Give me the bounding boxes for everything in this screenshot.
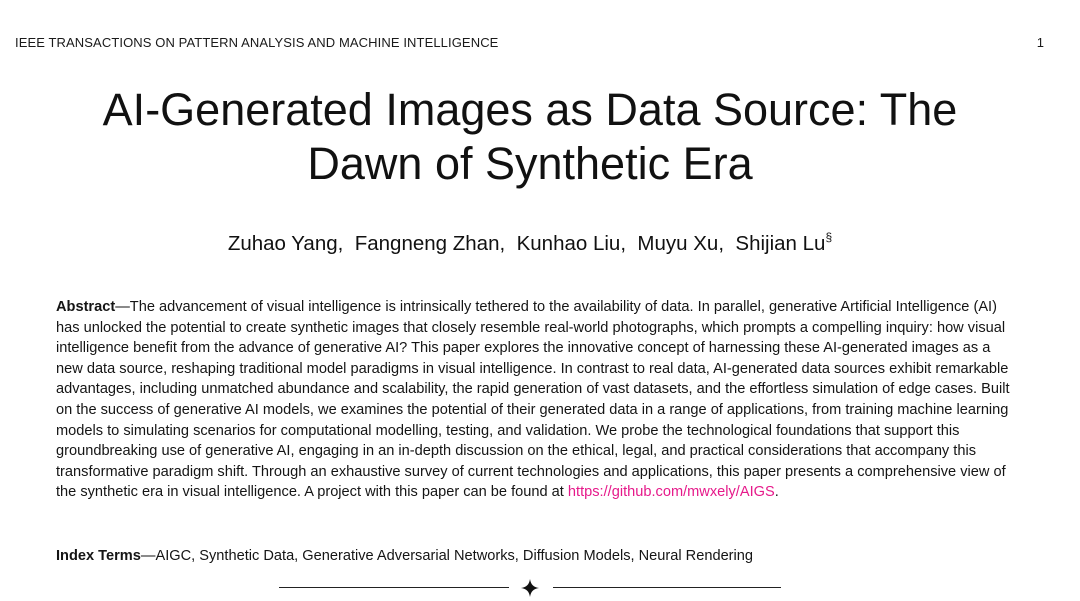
abstract-end: . xyxy=(774,484,779,501)
abstract-paragraph xyxy=(56,297,1016,503)
running-head-journal: IEEE TRANSACTIONS ON PATTERN ANALYSIS AND MACHINE INTELLIGENCE xyxy=(15,35,499,50)
paper-title xyxy=(0,83,1060,191)
divider-rule-right xyxy=(553,587,781,588)
divider-rule-left xyxy=(279,587,509,588)
author-separator: , xyxy=(718,232,736,255)
corresponding-author-mark: § xyxy=(825,230,833,244)
four-point-star-icon xyxy=(520,578,540,598)
project-link[interactable]: https://github.com/mwxely/AIGS xyxy=(567,484,775,501)
index-terms-label: Index Terms xyxy=(56,548,141,564)
paper-title-line-2: Dawn of Synthetic Era xyxy=(307,138,753,189)
author-name: Kunhao Liu xyxy=(516,232,621,255)
author-list xyxy=(0,232,1060,256)
index-terms-body: —AIGC, Synthetic Data, Generative Adversarial Networks, Diffusion Models, Neural Rendering xyxy=(140,548,754,564)
author-name: Zuhao Yang xyxy=(227,232,338,255)
author-separator: , xyxy=(620,232,638,255)
abstract-label: Abstract xyxy=(56,299,116,315)
author-separator: , xyxy=(337,232,355,255)
paper-title-line-1: AI-Generated Images as Data Source: The xyxy=(102,84,958,135)
abstract-body: —The advancement of visual intelligence is intrinsically tethered to the availability of data. In parallel, generative Artificial Intelligence (AI) has unlocked the potential to create synthetic images that closely resemble real-world photographs, which prompts a compelling inquiry: how visual intelligence benefit from the advance of generative AI? This paper explores the innovative concept of harnessing these AI-generated images as a new data source, reshaping traditional model paradigms in visual intelligence. In contrast to real data, AI-generated data sources exhibit remarkable advantages, including unmatched abundance and scalability, the rapid generation of vast datasets, and the effortless simulation of edge cases. Built on the success of generative AI models, we examines the potential of their generated data in a range of applications, from training machine learning models to simulating scenarios for computational modelling, testing, and validation. We probe the technological foundations that support this groundbreaking use of generative AI, engaging in an in-depth discussion on the ethical, legal, and practical considerations that accompany this transformative paradigm shift. Through an exhaustive survey of current technologies and applications, this paper presents a comprehensive view of the synthetic era in visual intelligence. A project with this paper can be found at xyxy=(56,299,1010,501)
author-separator: , xyxy=(499,232,517,255)
section-divider xyxy=(279,578,781,598)
page-number: 1 xyxy=(1036,35,1044,50)
author-name: Fangneng Zhan xyxy=(354,232,500,255)
author-name: Shijian Lu xyxy=(735,232,826,255)
index-terms-paragraph xyxy=(56,546,1016,566)
author-name: Muyu Xu xyxy=(637,232,719,255)
